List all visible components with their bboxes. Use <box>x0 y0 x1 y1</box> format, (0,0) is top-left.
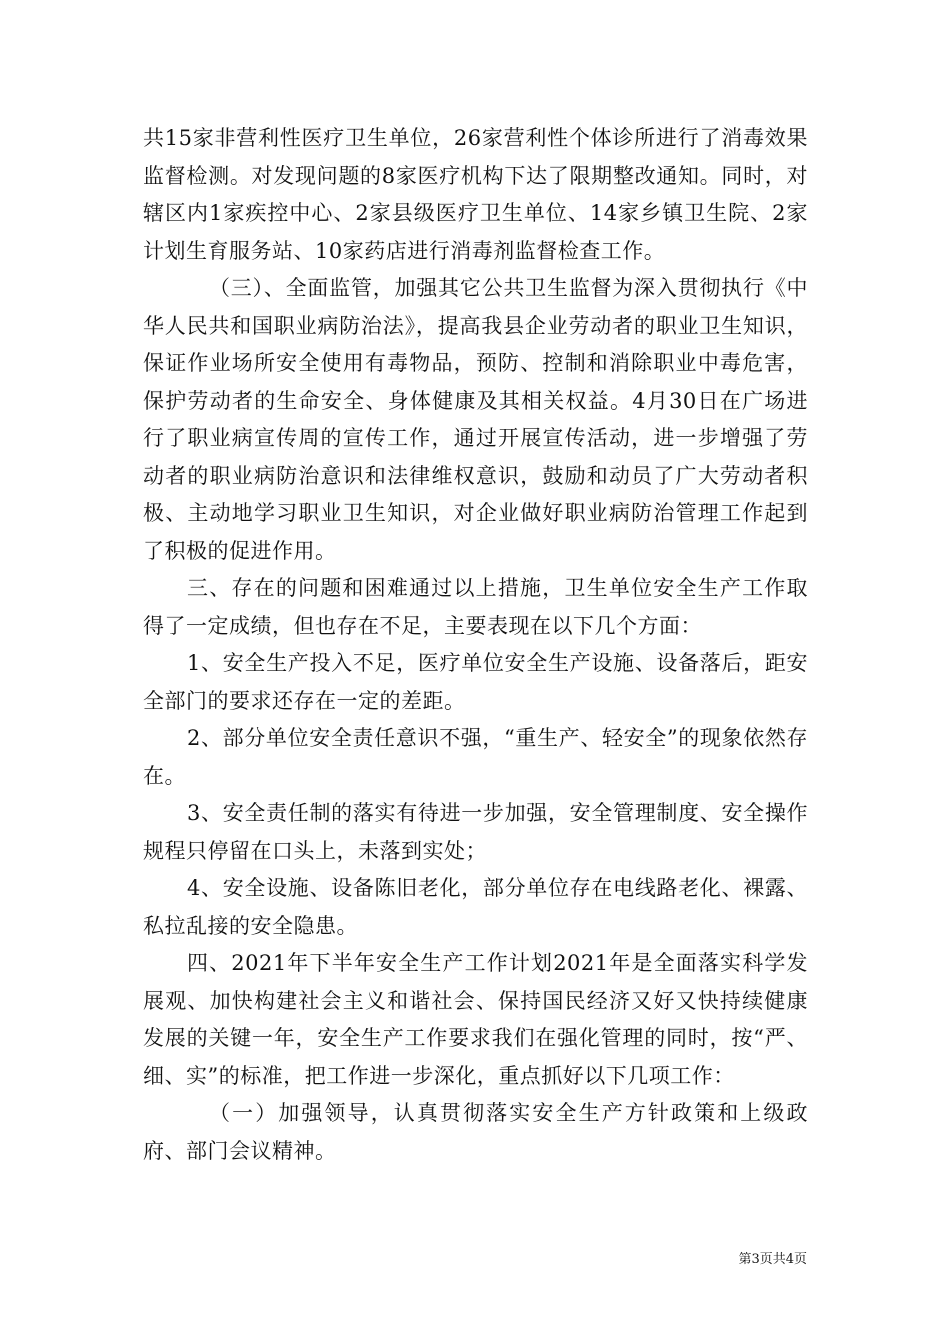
paragraph-problem-4: 4、安全设施、设备陈旧老化，部分单位存在电线路老化、裸露、私拉乱接的安全隐患。 <box>143 876 808 938</box>
paragraph-problems-heading: 三、存在的问题和困难通过以上措施，卫生单位安全生产工作取得了一定成绩，但也存在不足，主要表现在以下几个方面： <box>143 576 808 638</box>
paragraph-problem-1: 1、安全生产投入不足，医疗单位安全生产设施、设备落后，距安全部门的要求还存在一定的差距。 <box>143 651 808 713</box>
paragraph-plan-item-1: （一）加强领导，认真贯彻落实安全生产方针政策和上级政府、部门会议精神。 <box>143 1101 808 1163</box>
paragraph-plan-heading: 四、2021年下半年安全生产工作计划2021年是全面落实科学发展观、加快构建社会主义和谐社会、保持国民经济又好又快持续健康发展的关键一年，安全生产工作要求我们在强化管理的同时，按“严、细、实”的标准，把工作进一步深化，重点抓好以下几项工作： <box>143 951 808 1088</box>
paragraph-continuation: 共15家非营利性医疗卫生单位，26家营利性个体诊所进行了消毒效果监督检测。对发现问题的8家医疗机构下达了限期整改通知。同时，对辖区内1家疾控中心、2家县级医疗卫生单位、14家乡镇卫生院、2家计划生育服务站、10家药店进行消毒剂监督检查工作。 <box>143 126 808 263</box>
page-number: 第3页共4页 <box>738 1252 807 1267</box>
paragraph-section-3-supervision: （三）、全面监管，加强其它公共卫生监督为深入贯彻执行《中华人民共和国职业病防治法》，提高我县企业劳动者的职业卫生知识，保证作业场所安全使用有毒物品，预防、控制和消除职业中毒危害，保护劳动者的生命安全、身体健康及其相关权益。4月30日在广场进行了职业病宣传周的宣传工作，通过开展宣传活动，进一步增强了劳动者的职业病防治意识和法律维权意识，鼓励和动员了广大劳动者积极、主动地学习职业卫生知识，对企业做好职业病防治管理工作起到了积极的促进作用。 <box>143 276 808 563</box>
document-body <box>143 120 808 1170</box>
paragraph-problem-2: 2、部分单位安全责任意识不强，“重生产、轻安全”的现象依然存在。 <box>143 726 808 788</box>
paragraph-problem-3: 3、安全责任制的落实有待进一步加强，安全管理制度、安全操作规程只停留在口头上，未落到实处； <box>143 801 808 863</box>
